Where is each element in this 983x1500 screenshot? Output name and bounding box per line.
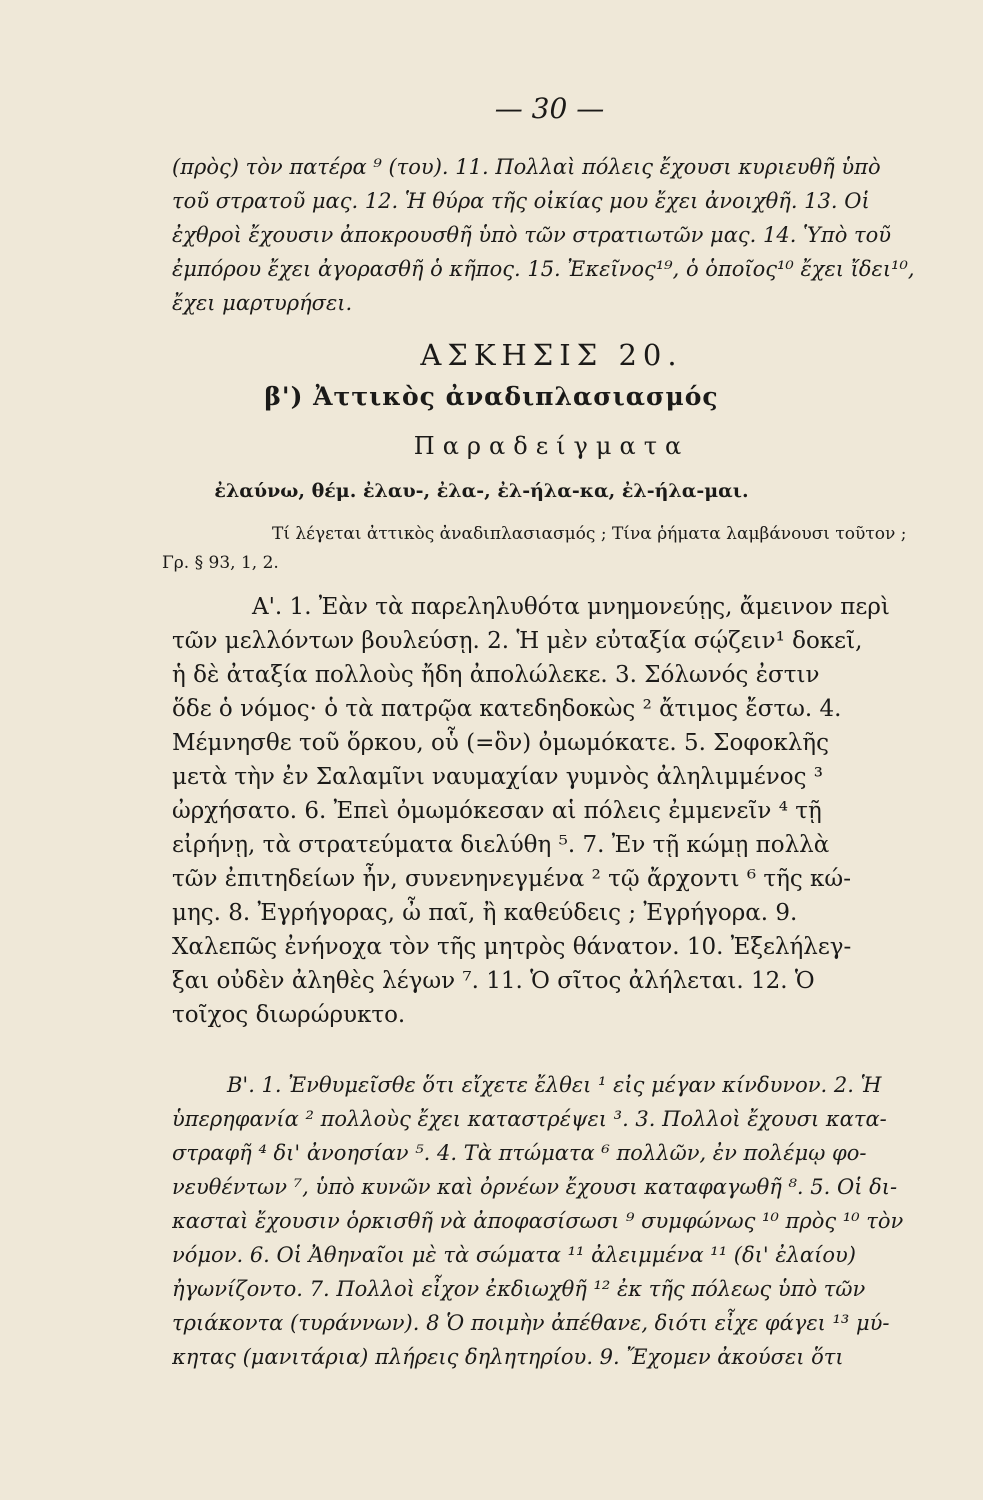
- text-line: μης. 8. Ἐγρήγορας, ὦ παῖ, ἢ καθεύδεις ; Ἐγρήγορα. 9.: [172, 900, 798, 926]
- text-line: νόμον. 6. Οἱ Ἀθηναῖοι μὲ τὰ σώματα ¹¹ ἀλειμμένα ¹¹ (δι' ἐλαίου): [172, 1243, 856, 1267]
- text-line: ὑπερηφανία ² πολλοὺς ἔχει καταστρέψει ³. 3. Πολλοὶ ἔχουσι κατα-: [172, 1107, 887, 1131]
- text-line: ξαι οὐδὲν ἀληθὲς λέγων ⁷. 11. Ὁ σῖτος ἀλήλεται. 12. Ὁ: [172, 968, 815, 994]
- section-title: β') Ἀττικὸς ἀναδιπλασιασμός: [264, 382, 719, 411]
- section-b-paragraph: [172, 1068, 932, 1374]
- question-line: Τί λέγεται ἀττικὸς ἀναδιπλασιασμός ; Τίνα ῥήματα λαμβάνουσι τοῦτον ;: [272, 524, 907, 544]
- text-line: στραφῆ ⁴ δι' ἀνοησίαν ⁵. 4. Τὰ πτώματα ⁶ πολλῶν, ἐν πολέμῳ φο-: [172, 1141, 867, 1165]
- text-line: ὠρχήσατο. 6. Ἐπεὶ ὀμωμόκεσαν αἱ πόλεις ἐμμενεῖν ⁴ τῇ: [172, 798, 822, 824]
- examples-line: ἐλαύνω, θέμ. ἐλαυ-, ἐλα-, ἐλ-ήλα-κα, ἐλ-ήλα-μαι.: [214, 480, 749, 502]
- text-line: ἐχθροὶ ἔχουσιν ἀποκρουσθῆ ὑπὸ τῶν στρατιωτῶν μας. 14. Ὑπὸ τοῦ: [172, 223, 892, 247]
- grammar-reference: Γρ. § 93, 1, 2.: [162, 553, 279, 573]
- text-line: τοῖχος διωρώρυκτο.: [172, 1002, 406, 1028]
- examples-heading: Παραδείγματα: [413, 432, 690, 460]
- questions: [162, 520, 942, 578]
- text-line: Β'. 1. Ἐνθυμεῖσθε ὅτι εἴχετε ἔλθει ¹ εἰς μέγαν κίνδυνον. 2. Ἡ: [227, 1073, 882, 1097]
- text-line: εἰρήνῃ, τὰ στρατεύματα διελύθη ⁵. 7. Ἐν τῇ κώμῃ πολλὰ: [172, 832, 830, 858]
- text-line: κασταὶ ἔχουσιν ὁρκισθῆ νὰ ἀποφασίσωσι ⁹ συμφώνως ¹⁰ πρὸς ¹⁰ τὸν: [172, 1209, 904, 1233]
- text-line: ὅδε ὁ νόμος· ὁ τὰ πατρῷα κατεδηδοκὼς ² ἄτιμος ἔστω. 4.: [172, 696, 842, 722]
- text-line: τῶν ἐπιτηδείων ἦν, συνενηνεγμένα ² τῷ ἄρχοντι ⁶ τῆς κώ-: [172, 866, 851, 892]
- text-line: τῶν μελλόντων βουλεύσῃ. 2. Ἡ μὲν εὐταξία σῴζειν¹ δοκεῖ,: [172, 628, 863, 654]
- text-line: (πρὸς) τὸν πατέρα ⁹ (του). 11. Πολλαὶ πόλεις ἔχουσι κυριευθῆ ὑπὸ: [172, 155, 881, 179]
- text-line: ἠγωνίζοντο. 7. Πολλοὶ εἶχον ἐκδιωχθῆ ¹² ἐκ τῆς πόλεως ὑπὸ τῶν: [172, 1277, 866, 1301]
- page-number: — 30 —: [494, 92, 605, 125]
- text-line: ἡ δὲ ἀταξία πολλοὺς ἤδη ἀπολώλεκε. 3. Σόλωνός ἐστιν: [172, 662, 820, 688]
- text-line: κητας (μανιτάρια) πλήρεις δηλητηρίου. 9. Ἔχομεν ἀκούσει ὅτι: [172, 1345, 844, 1369]
- text-line: τριάκοντα (τυράννων). 8 Ὁ ποιμὴν ἀπέθανε, διότι εἶχε φάγει ¹³ μύ-: [172, 1311, 890, 1335]
- text-line: τοῦ στρατοῦ μας. 12. Ἡ θύρα τῆς οἰκίας μου ἔχει ἀνοιχθῆ. 13. Οἱ: [172, 189, 870, 213]
- exercise-title: ΑΣΚΗΣΙΣ 20.: [420, 338, 683, 372]
- text-line: Μέμνησθε τοῦ ὅρκου, οὗ (=ὃν) ὀμωμόκατε. 5. Σοφοκλῆς: [172, 730, 829, 756]
- section-a-paragraph: [172, 590, 932, 1032]
- text-line: μετὰ τὴν ἐν Σαλαμῖνι ναυμαχίαν γυμνὸς ἀληλιμμένος ³: [172, 764, 824, 790]
- top-paragraph: [172, 150, 932, 320]
- text-line: ἔχει μαρτυρήσει.: [172, 291, 353, 315]
- text-line: Χαλεπῶς ἐνήνοχα τὸν τῆς μητρὸς θάνατον. 10. Ἐξελήλεγ-: [172, 934, 852, 960]
- text-line: νευθέντων ⁷, ὑπὸ κυνῶν καὶ ὀρνέων ἔχουσι καταφαγωθῆ ⁸. 5. Οἱ δι-: [172, 1175, 898, 1199]
- text-line: Α'. 1. Ἐὰν τὰ παρεληλυθότα μνημονεύῃς, ἄμεινον περὶ: [252, 594, 890, 620]
- text-line: ἐμπόρου ἔχει ἀγορασθῆ ὁ κῆπος. 15. Ἐκεῖνος¹⁹, ὁ ὁποῖος¹⁰ ἔχει ἴδει¹⁰,: [172, 257, 915, 281]
